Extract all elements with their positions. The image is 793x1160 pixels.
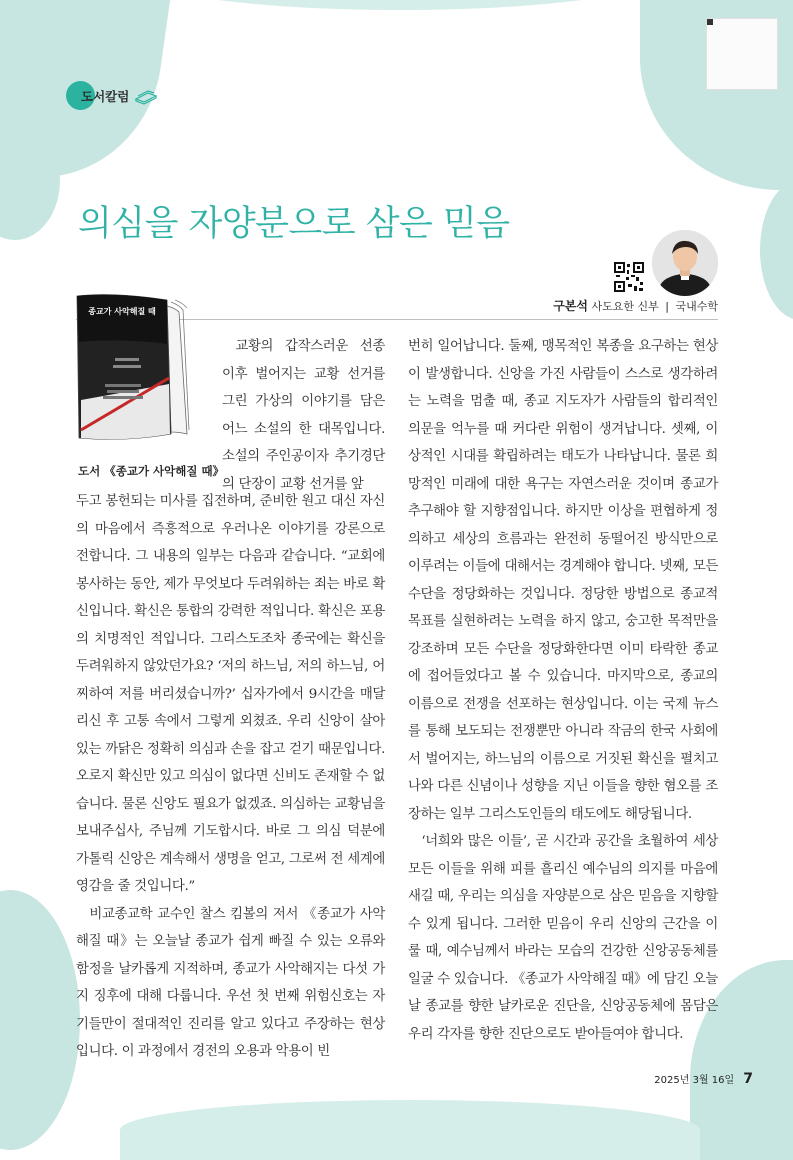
issue-date: 2025년 3월 16일 (654, 1075, 735, 1086)
section-badge-label: 도서칼럼 (81, 89, 130, 104)
book-cover-title: 종교가 사악해질 때 (88, 307, 156, 316)
decorative-blob (0, 890, 80, 1150)
decorative-blob (120, 1100, 700, 1160)
author-byline (553, 297, 718, 314)
article-column-right (408, 333, 718, 1048)
article-paragraph: ‘너희와 많은 이들’, 곧 시간과 공간을 초월하여 세상 모든 이들을 위해 피를 흘리신 예수님의 의지를 마음에 새길 때, 우리는 의심을 자양분으로 삼은 믿음을 지향할 수 있게 됩니다. 그러한 믿음이 우리 신앙의 근간을 이룰 때, 예수님께서 바라는 모습의 건강한 신앙공동체를 일굴 수 있습니다. 《종교가 사악해질 때》에 담긴 오늘날 종교를 향한 날카로운 진단을, 신앙공동체에 몸담은 우리 각자를 향한 진단으로도 받아들여야 합니다. (408, 834, 718, 1042)
article-column-left-top (222, 333, 385, 498)
decorative-blob (760, 180, 793, 320)
author-photo (652, 230, 718, 296)
author-affiliation: 국내수학 (675, 300, 718, 313)
article-paragraph: 비교종교학 교수인 찰스 킴볼의 저서 《종교가 사악해질 때》는 오늘날 종교가 쉽게 빠질 수 있는 오류와 함정을 날카롭게 지적하며, 종교가 사악해지는 다섯 가지 징후에 대해 다룹니다. 우선 첫 번째 위험신호는 자기들만이 절대적인 진리를 알고 있다고 주장하는 현상입니다. 이 과정에서 경전의 오용과 악용이 빈 (76, 906, 385, 1059)
section-badge (66, 81, 130, 110)
article-paragraph: 교황의 갑작스러운 선종 이후 벌어지는 교황 선거를 그린 가상의 이야기를 담은 어느 소설의 한 대목입니다. 소설의 주인공이자 추기경단의 단장이 교황 선거를 앞 (222, 339, 385, 492)
book-stack-icon (134, 87, 158, 105)
author-name: 구본석 (553, 299, 588, 313)
author-role: 사도요한 신부 (591, 300, 659, 313)
page-footer (654, 1068, 753, 1087)
book-cover-image (75, 292, 190, 452)
article-column-left (76, 488, 385, 1066)
article-paragraph: 두고 봉헌되는 미사를 집전하며, 준비한 원고 대신 자신의 마음에서 즉흥적으로 우러나온 이야기를 강론으로 전합니다. 그 내용의 일부는 다음과 같습니다. “교회에 봉사하는 동안, 제가 무엇보다 두려워하는 죄는 바로 확신입니다. 확신은 통합의 강력한 적입니다. 확신은 포용의 치명적인 적입니다. 그리스도조차 종국에는 확신을 두려워하지 않았던가요? ‘저의 하느님, 저의 하느님, 어찌하여 저를 버리셨습니까?’ 십자가에서 9시간을 매달리신 후 고통 속에서 그렇게 외쳤죠. 우리 신앙이 살아 있는 까닭은 정확히 의심과 손을 잡고 걷기 때문입니다. 오로지 확신만 있고 의심이 없다면 신비도 존재할 수 없습니다. 물론 신앙도 필요가 없겠죠. 의심하는 교황님을 보내주십사, 주님께 기도합시다. 바로 그 의심 덕분에 가톨릭 신앙은 계속해서 생명을 얻고, 그로써 전 세계에 영감을 줄 것입니다.” (76, 494, 385, 894)
qr-code-icon (614, 262, 644, 292)
page-title: 의심을 자양분으로 삼은 믿음 (78, 204, 510, 244)
article-paragraph: 번히 일어납니다. 둘째, 맹목적인 복종을 요구하는 현상이 발생합니다. 신앙을 가진 사람들이 스스로 생각하려는 노력을 멈출 때, 종교 지도자가 사람들의 합리적인 의문을 억누를 때 커다란 위험이 생겨납니다. 셋째, 이상적인 시대를 확립하려는 태도가 나타납니다. 물론 희망적인 미래에 대한 욕구는 자연스러운 것이며 종교가 추구해야 할 지향점입니다. 하지만 이상을 편협하게 정의하고 세상의 흐름과는 완전히 동떨어진 방식만으로 이루려는 이들에 대해서는 경계해야 합니다. 넷째, 모든 수단을 정당화하는 것입니다. 정당한 방법으로 종교적 목표를 실현하려는 노력을 하지 않고, 숭고한 목적만을 강조하며 모든 수단을 정당화한다면 이미 타락한 종교에 접어들었다고 볼 수 있습니다. 마지막으로, 종교의 이름으로 전쟁을 선포하는 현상입니다. 이는 국제 뉴스를 통해 보도되는 전쟁뿐만 아니라 작금의 한국 사회에서 벌어지는, 하느님의 이름으로 거짓된 확신을 펼치고 나와 다른 신념이나 성향을 지닌 이들을 향한 혐오를 조장하는 일부 그리스도인들의 태도에도 해당됩니다. (408, 339, 718, 822)
page-number: 7 (743, 1071, 753, 1087)
book-caption: 도서 《종교가 사악해질 때》 (78, 464, 225, 478)
blank-marker-box (706, 18, 778, 90)
decorative-blob (140, 0, 660, 10)
author-separator: | (665, 300, 669, 313)
